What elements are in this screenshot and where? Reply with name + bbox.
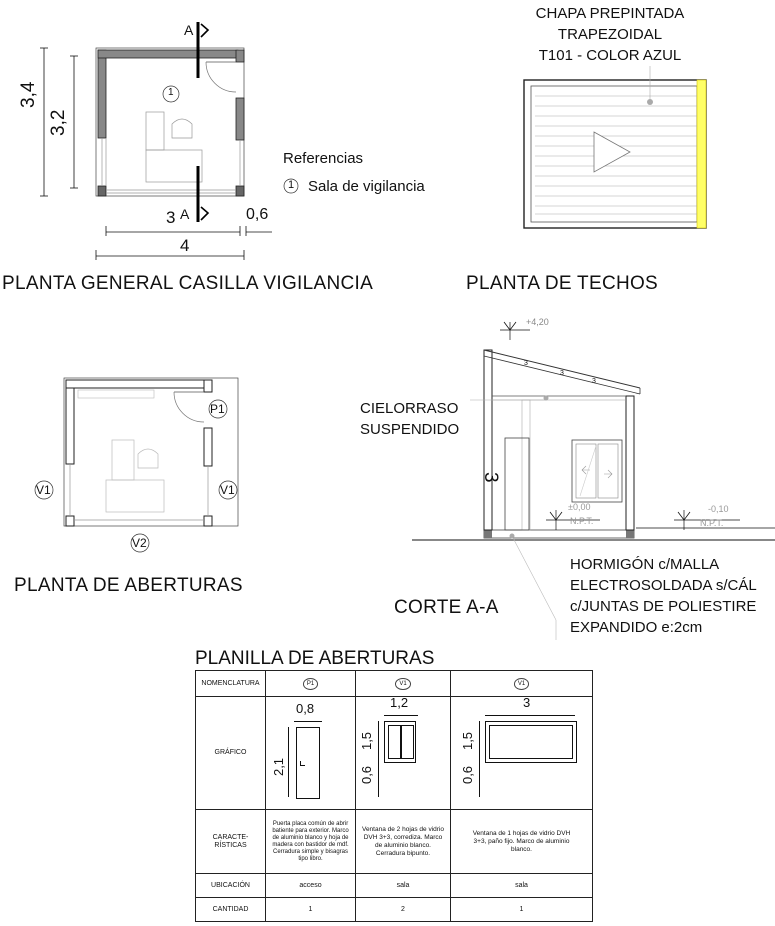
room-number: 1	[168, 87, 174, 98]
tag-p1: P1	[210, 402, 225, 416]
row-label-line: CARACTE-	[212, 833, 249, 841]
door-height: 2,1	[271, 757, 287, 777]
row-caracteristicas	[196, 810, 593, 874]
row-grafico	[196, 697, 593, 810]
ceiling-note-line: CIELORRASO	[360, 400, 459, 417]
dim-width-outer: 4	[180, 236, 190, 255]
code-tag: P1	[303, 678, 318, 690]
quantity-cell: 2	[356, 898, 451, 922]
v1-height: 1,5	[359, 731, 375, 751]
tag-v1-right: V1	[220, 483, 235, 497]
row-cantidad	[196, 898, 593, 922]
roof-note	[500, 3, 720, 66]
description-cell: Puerta placa común de abrir batiente para exterior. Marco de aluminio blanco y hoja de madera con bastidor de mdf. Cerradura simple y bisagras tipo libro.	[266, 810, 356, 874]
location-cell: sala	[451, 874, 593, 898]
v1-fixed-width: 3	[523, 696, 531, 710]
row-label: GRÁFICO	[196, 697, 266, 810]
code-cell	[356, 671, 451, 697]
quantity-cell: 1	[266, 898, 356, 922]
slab-note-line: c/JUNTAS DE POLIESTIRE	[570, 598, 757, 615]
slab-note-line: HORMIGÓN c/MALLA	[570, 556, 720, 573]
level-outside: -0,10	[708, 504, 729, 514]
code-tag: V1	[395, 678, 410, 690]
v1-fixed-height: 1,5	[460, 731, 476, 751]
dim-height-outer: 3,4	[18, 81, 39, 108]
row-label: CANTIDAD	[196, 898, 266, 922]
code-cell	[451, 671, 593, 697]
section-mark-bottom: A	[180, 206, 190, 222]
v1-width: 1,2	[390, 696, 409, 710]
v1-sill: 0,6	[359, 765, 375, 785]
plan-techos	[524, 66, 706, 228]
code-cell	[266, 671, 356, 697]
tag-v1-left: V1	[36, 483, 51, 497]
row-label	[196, 810, 266, 874]
row-label: UBICACIÓN	[196, 874, 266, 898]
npt-floor: N.P.T.	[570, 516, 594, 526]
title-planta-aberturas: PLANTA DE ABERTURAS	[14, 575, 243, 596]
roof-note-line: CHAPA PREPINTADA	[535, 5, 685, 22]
ceiling-note	[360, 398, 459, 440]
location-cell: sala	[356, 874, 451, 898]
v1-fixed-sill: 0,6	[460, 765, 476, 785]
level-floor: ±0,00	[568, 502, 591, 512]
graphic-window-v1	[356, 697, 451, 810]
slab-note	[570, 554, 775, 638]
graphic-door	[266, 697, 356, 810]
title-corte: CORTE A-A	[394, 597, 499, 618]
roof-note-line: T101 - COLOR AZUL	[538, 47, 682, 64]
ceiling-note-line: SUSPENDIDO	[360, 421, 460, 438]
planilla-title: PLANILLA DE ABERTURAS	[195, 648, 435, 669]
door-width: 0,8	[296, 701, 315, 716]
title-planta-techos: PLANTA DE TECHOS	[466, 273, 659, 294]
reference-number: 1	[288, 179, 295, 191]
slope-mark: 3	[592, 378, 596, 385]
tag-v2: V2	[132, 536, 147, 550]
slab-note-line: EXPANDIDO e:2cm	[570, 619, 703, 636]
quantity-cell: 1	[451, 898, 593, 922]
slope-mark: 3	[560, 370, 564, 377]
row-label: NOMENCLATURA	[196, 671, 266, 697]
plan-aberturas	[35, 378, 238, 552]
level-top: +4,20	[526, 317, 549, 327]
dim-width-inner: 3	[166, 208, 176, 227]
description-cell: Ventana de 1 hojas de vidrio DVH 3+3, paño fijo. Marco de aluminio blanco.	[451, 810, 593, 874]
references-title: Referencias	[283, 150, 364, 167]
code-tag: V1	[514, 678, 529, 690]
roof-note-line: TRAPEZOIDAL	[557, 26, 663, 43]
slab-note-line: ELECTROSOLDADA s/CÁL	[570, 577, 757, 594]
section-mark-top: A	[184, 22, 194, 38]
description-cell: Ventana de 2 hojas de vidrio DVH 3+3, corrediza. Marco de aluminio blanco. Cerradura bipunto.	[356, 810, 451, 874]
openings-table	[195, 670, 593, 922]
section-height: 3	[480, 472, 501, 483]
dim-height-inner: 3,2	[48, 109, 69, 136]
location-cell: acceso	[266, 874, 356, 898]
npt-outside: N.P.T.	[700, 518, 724, 528]
dim-side: 0,6	[246, 206, 269, 223]
title-planta-general: PLANTA GENERAL CASILLA VIGILANCIA	[2, 273, 374, 294]
slope-mark: 3	[524, 360, 528, 367]
row-ubicacion	[196, 874, 593, 898]
row-nomenclatura	[196, 671, 593, 697]
graphic-window-v1-fixed	[451, 697, 593, 810]
reference-label: Sala de vigilancia	[308, 178, 425, 195]
row-label-line: RÍSTICAS	[214, 841, 247, 849]
